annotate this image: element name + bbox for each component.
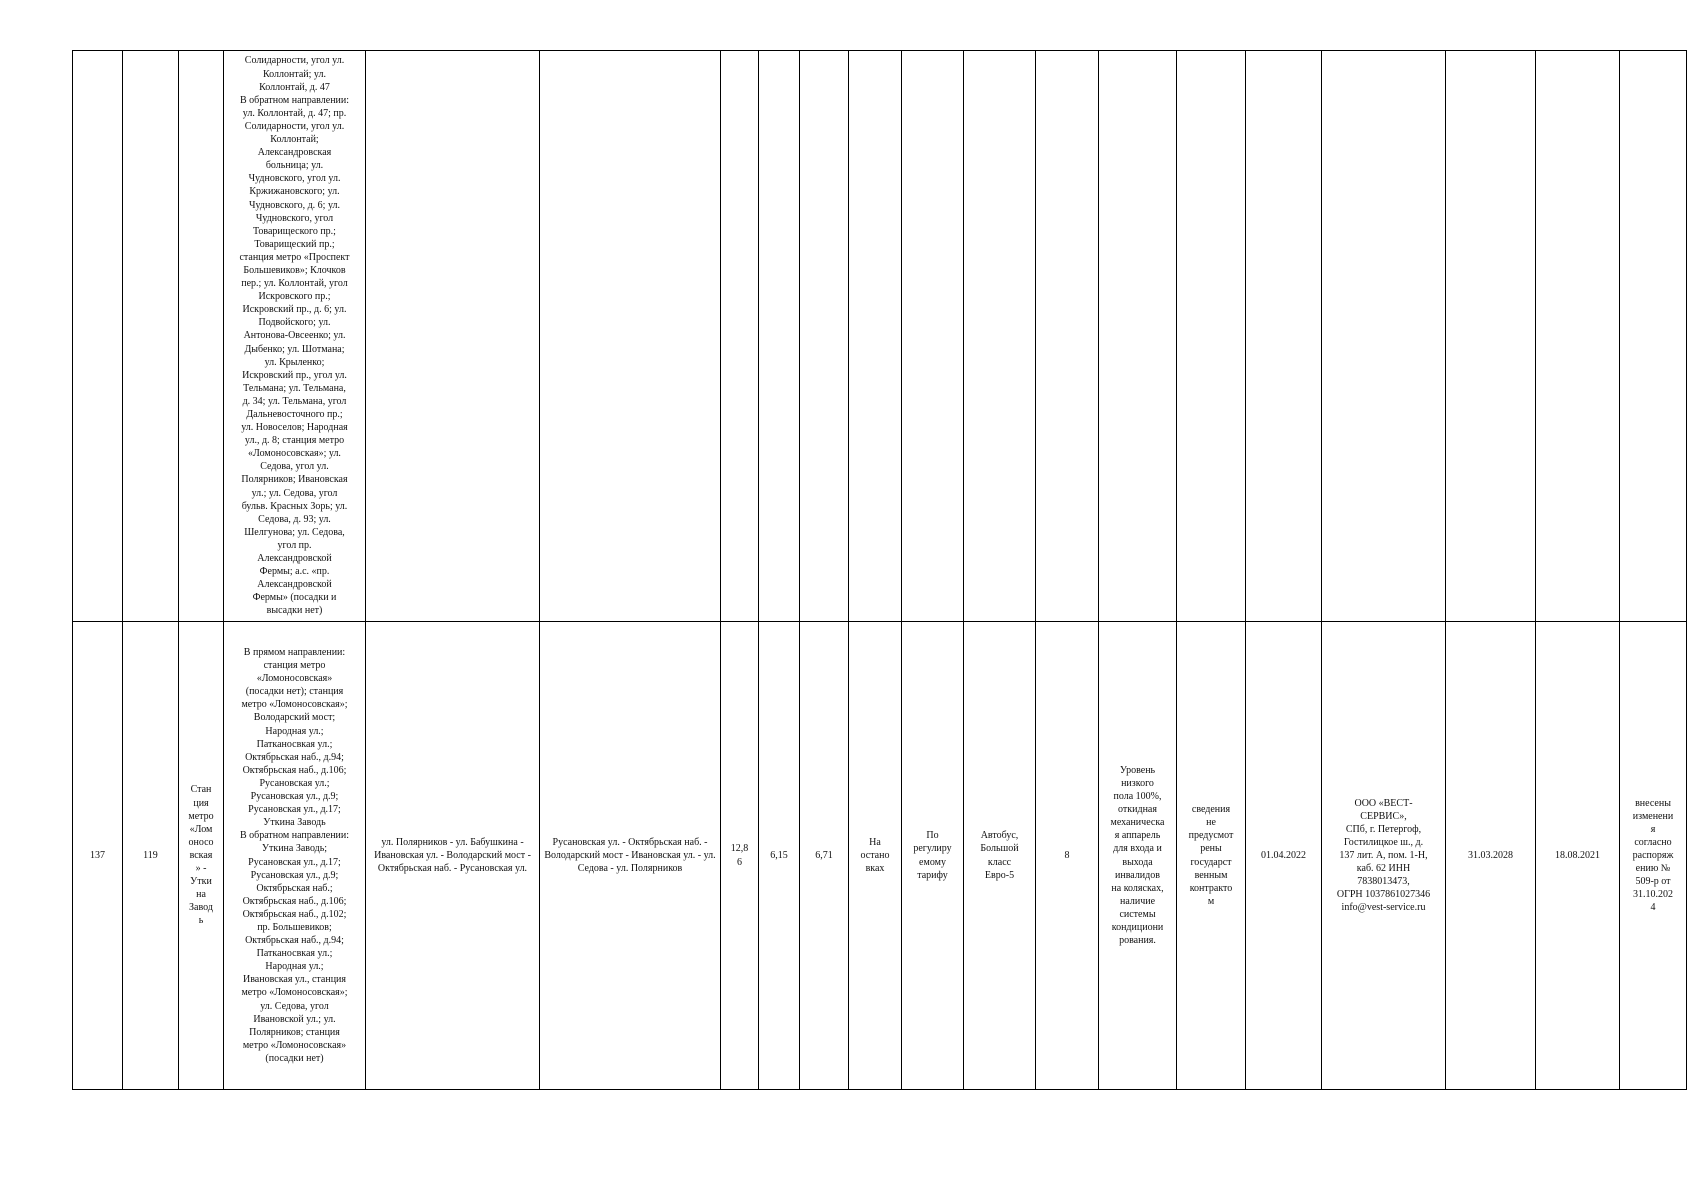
cell-length-total (721, 51, 759, 622)
cell-vehicle: Автобус, Большой класс Евро-5 (964, 622, 1036, 1090)
table-row (73, 622, 1687, 1090)
cell-forward-streets (366, 51, 540, 622)
cell-route-name (179, 51, 224, 622)
cell-boarding: На остано вках (849, 622, 902, 1090)
cell-backward-streets (540, 51, 721, 622)
cell-start-date: 01.04.2022 (1246, 622, 1322, 1090)
cell-features (1099, 51, 1177, 622)
cell-end-date (1446, 51, 1536, 622)
cell-count (1036, 51, 1099, 622)
cell-changes: внесены изменени я согласно распоряж ению № 509-р от 31.10.202 4 (1620, 622, 1687, 1090)
cell-changes (1620, 51, 1687, 622)
cell-carrier (1322, 51, 1446, 622)
cell-contract (1177, 51, 1246, 622)
cell-num (73, 51, 123, 622)
cell-length-forward (759, 51, 800, 622)
cell-stops: В прямом направлении: станция метро «Ломоносовская» (посадки нет); станция метро «Ломоносовская»; Володарский мост; Народная ул.; Патканосвкая ул.; Октябрьская наб., д.94; Октябрьская наб., д.106; Русановская ул.; Русановская ул., д.9; Русановская ул., д.17; Уткина Заводь В обратном направлении: Уткина Заводь; Русановская ул., д.17; Русановская ул., д.9; Октябрьская наб.; Октябрьская наб., д.106; Октябрьская наб., д.102; пр. Большевиков; Октябрьская наб., д.94; Патканосвкая ул.; Народная ул.; Ивановская ул., станция метро «Ломоносовская»; ул. Седова, угол Ивановской ул.; ул. Полярников; станция метро «Ломоносовская» (посадки нет) (224, 622, 366, 1090)
cell-carrier: ООО «ВЕСТ- СЕРВИС», СПб, г. Петергоф, Гостилицкое ш., д. 137 лит. А, пом. 1-Н, каб. 62 ИНН 7838013473, ОГРН 1037861027346 info@vest-service.ru (1322, 622, 1446, 1090)
cell-start-date (1246, 51, 1322, 622)
cell-stops: Солидарности, угол ул. Коллонтай; ул. Коллонтай, д. 47 В обратном направлении: ул. Коллонтай, д. 47; пр. Солидарности, угол ул. Коллонтай; Александровская больница; ул. Чудновского, угол ул. Кржижановского; ул. Чудновского, д. 6; ул. Чудновского, угол Товарищеского пр.; Товарищеский пр.; станция метро «Проспект Большевиков»; Клочков пер.; ул. Коллонтай, угол Искровского пр.; Искровский пр., д. 6; ул. Подвойского; ул. Антонова-Овсеенко; ул. Дыбенко; ул. Шотмана; ул. Крыленко; Искровский пр., угол ул. Тельмана; ул. Тельмана, д. 34; ул. Тельмана, угол Дальневосточного пр.; ул. Новоселов; Народная ул., д. 8; станция метро «Ломоносовская»; ул. Седова, угол ул. Полярников; Ивановская ул.; ул. Седова, угол бульв. Красных Зорь; ул. Седова, д. 93; ул. Шелгунова; ул. Седова, угол пр. Александровской Фермы; а.с. «пр. Александровской Фермы» (посадки и высадки нет) (224, 51, 366, 622)
cell-boarding (849, 51, 902, 622)
cell-end-date: 31.03.2028 (1446, 622, 1536, 1090)
route-registry-table (72, 50, 1687, 1090)
cell-registration-date (1536, 51, 1620, 622)
cell-route-num (123, 51, 179, 622)
cell-length-total: 12,8 6 (721, 622, 759, 1090)
cell-length-forward: 6,15 (759, 622, 800, 1090)
cell-forward-streets: ул. Полярников - ул. Бабушкина - Ивановская ул. - Володарский мост - Октябрьская наб. - Русановская ул. (366, 622, 540, 1090)
cell-registration-date: 18.08.2021 (1536, 622, 1620, 1090)
cell-contract: сведения не предусмот рены государст венным контракто м (1177, 622, 1246, 1090)
cell-num: 137 (73, 622, 123, 1090)
cell-backward-streets: Русановская ул. - Октябрьская наб. - Володарский мост - Ивановская ул. - ул. Седова - ул. Полярников (540, 622, 721, 1090)
cell-features: Уровень низкого пола 100%, откидная механическа я аппарель для входа и выхода инвалидов на колясках, наличие системы кондициони рования. (1099, 622, 1177, 1090)
table-row (73, 51, 1687, 622)
cell-route-num: 119 (123, 622, 179, 1090)
cell-length-backward: 6,71 (800, 622, 849, 1090)
cell-vehicle (964, 51, 1036, 622)
cell-tariff: По регулиру емому тарифу (902, 622, 964, 1090)
cell-tariff (902, 51, 964, 622)
cell-count: 8 (1036, 622, 1099, 1090)
cell-route-name: Стан ция метро «Лом оносо вская » - Утки на Завод ь (179, 622, 224, 1090)
cell-length-backward (800, 51, 849, 622)
